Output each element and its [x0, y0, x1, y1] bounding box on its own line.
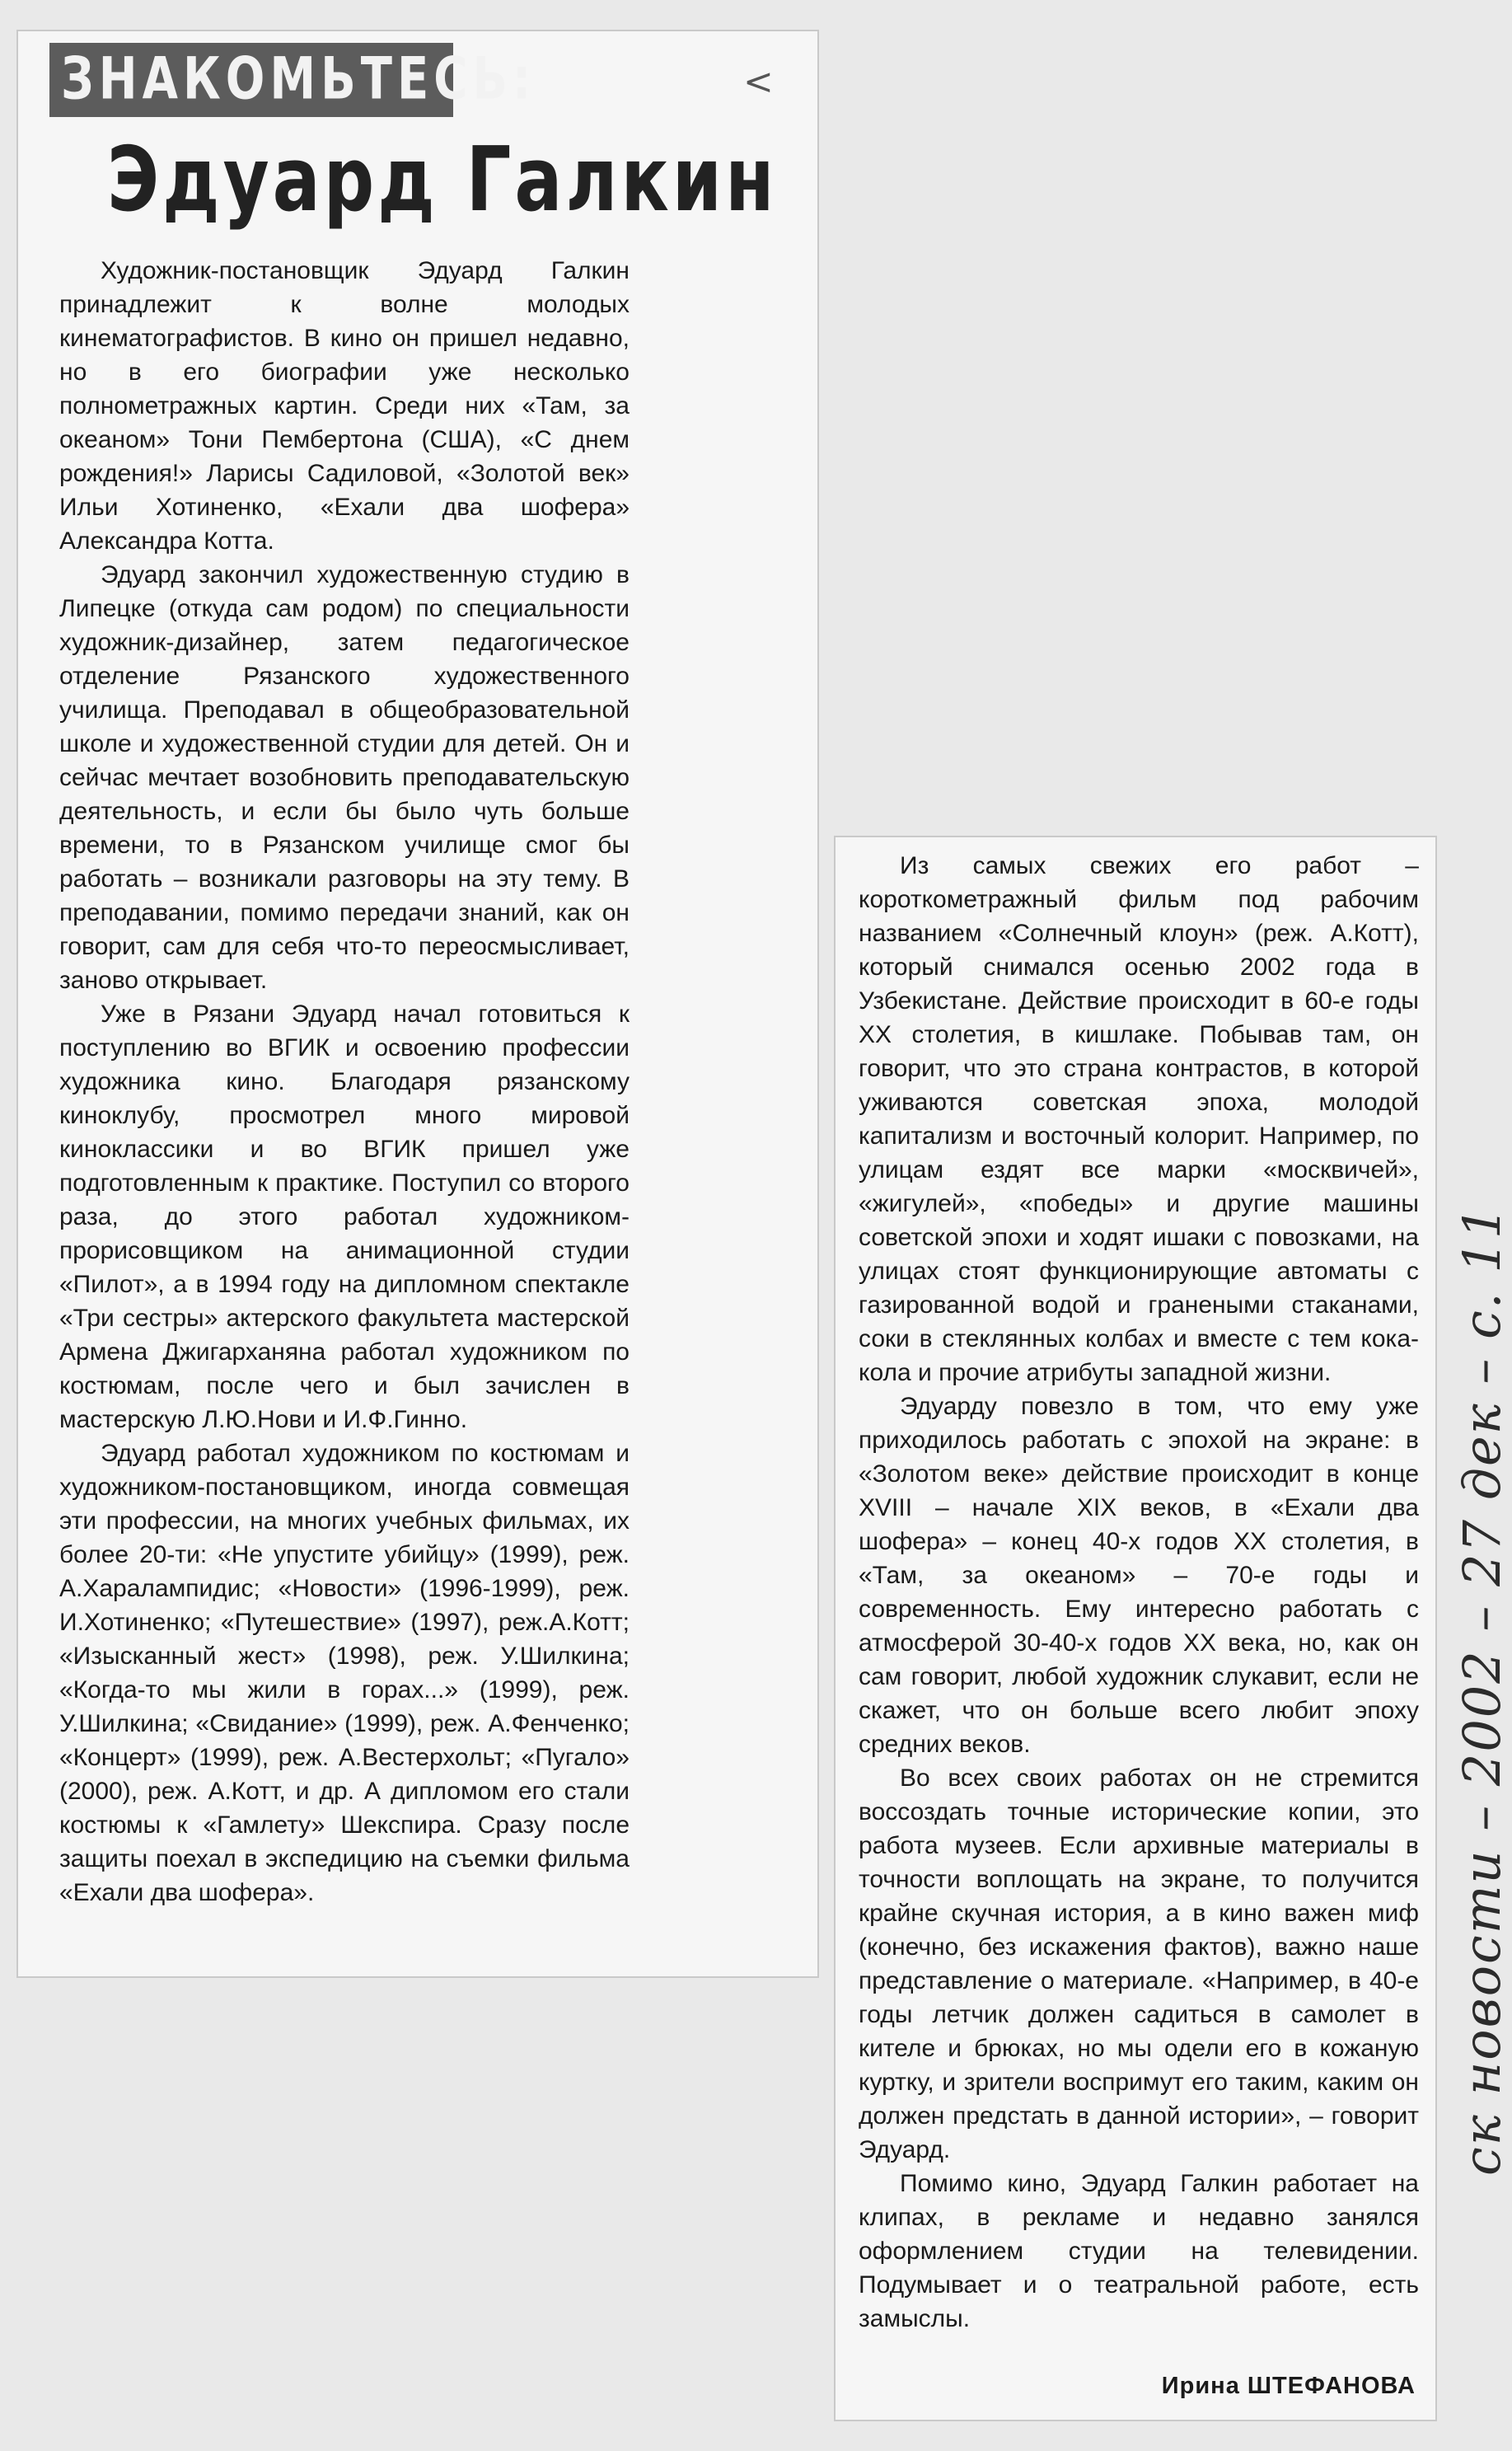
- paragraph: Из самых свежих его работ – короткометражный фильм под рабочим названием «Солнечный клоун» (реж. А.Котт), который снимался осенью 2002 года в Узбекистане. Действие происходит в 60-е годы XX столетия, в кишлаке. Побывав там, он говорит, что это страна контрастов, в которой уживаются советская эпоха, молодой капитализм и восточный колорит. Например, по улицам ездят все марки «москвичей», «жигулей», «победы» и другие машины советской эпохи и ходят ишаки с повозками, на улицах стоят функционирующие автоматы с газированной водой и гранеными стаканами, соки в стеклянных колбах и вместе с тем кока-кола и прочие атрибуты западной жизни.: [859, 852, 1419, 1386]
- paragraph: Помимо кино, Эдуард Галкин работает на клипах, в рекламе и недавно занялся оформлением студии на телевидении. Подумывает и о театральной работе, есть замыслы.: [859, 2170, 1419, 2332]
- paragraph: Эдуарду повезло в том, что ему уже приходилось работать с эпохой на экране: в «Золотом веке» действие происходит в конце XVIII – начале XIX веков, в «Ехали два шофера» – конец 40-х годов XX столетия, в «Там, за океаном» – 70-е годы и современность. Ему интересно работать с атмосферой 30-40-х годов XX века, но, как он сам говорит, любой художник слукавит, если не скажет, что он больше всего любит эпоху средних веков.: [859, 1393, 1419, 1758]
- paragraph: Эдуард закончил художественную студию в Липецке (откуда сам родом) по специальности художник-дизайнер, затем педагогическое отделение Рязанского художественного училища. Преподавал в общеобразовательной школе и художественной студии для детей. Он и сейчас мечтает возобновить преподавательскую деятельность, и если бы было чуть больше времени, то в Рязанском училище смог бы работать – возникали разговоры на эту тему. В преподавании, помимо передачи знаний, как он говорит, сам для себя что-то переосмысливает, заново открывает.: [59, 561, 630, 994]
- handwritten-source-note: ск новости – 2002 – 27 дек – с. 11: [1452, 1204, 1512, 2176]
- left-text-column: [59, 254, 630, 1910]
- corner-mark: <: [743, 61, 774, 103]
- article-headline: Эдуард Галкин: [107, 129, 778, 232]
- rubric-label: ЗНАКОМЬТЕСЬ:: [49, 43, 453, 117]
- article-clipping-right: [836, 837, 1435, 2420]
- paragraph: Уже в Рязани Эдуард начал готовиться к поступлению во ВГИК и освоению профессии художника кино. Благодаря рязанскому киноклубу, просмотрел много мировой киноклассики и во ВГИК пришел уже подготовленным к практике. Поступил со второго раза, до этого работал художником-прорисовщиком на анимационной студии «Пилот», а в 1994 году на дипломном спектакле «Три сестры» актерского факультета мастерской Армена Джигарханяна работал художником по костюмам, после чего и был зачислен в мастерскую Л.Ю.Нови и И.Ф.Гинно.: [59, 1001, 630, 1433]
- paragraph: Художник-постановщик Эдуард Галкин принадлежит к волне молодых кинематографистов. В кино он пришел недавно, но в его биографии уже несколько полнометражных картин. Среди них «Там, за океаном» Тони Пембертона (США), «С днем рождения!» Ларисы Садиловой, «Золотой век» Ильи Хотиненко, «Ехали два шофера» Александра Котта.: [59, 257, 630, 555]
- paragraph: Во всех своих работах он не стремится воссоздать точные исторические копии, это работа музеев. Если архивные материалы в точности воплощать на экране, то получится крайне скучная история, а в кино важен миф (конечно, без искажения фактов), важно наше представление о материале. «Например, в 40-е годы летчик должен садиться в самолет в кителе и брюках, но мы одели его в кожаную куртку, и зрители воспримут его таким, каким он должен предстать в данной истории», – говорит Эдуард.: [859, 1764, 1419, 2163]
- article-clipping-left: [18, 31, 817, 1976]
- author-byline: Ирина ШТЕФАНОВА: [1161, 2373, 1416, 2399]
- right-text-column: [859, 849, 1419, 2336]
- paragraph: Эдуард работал художником по костюмам и художником-постановщиком, иногда совмещая эти профессии, на многих учебных фильмах, их более 20-ти: «Не упустите убийцу» (1999), реж. А.Харалампидис; «Новости» (1996-1999), реж. И.Хотиненко; «Путешествие» (1997), реж.А.Котт; «Изысканный жест» (1998), реж. У.Шилкина; «Когда-то мы жили в горах...» (1999), реж. У.Шилкина; «Свидание» (1999), реж. А.Фенченко; «Концерт» (1999), реж. А.Вестерхольт; «Пугало» (2000), реж. А.Котт, и др. А дипломом его стали костюмы к «Гамлету» Шекспира. Сразу после защиты поехал в экспедицию на съемки фильма «Ехали два шофера».: [59, 1440, 630, 1906]
